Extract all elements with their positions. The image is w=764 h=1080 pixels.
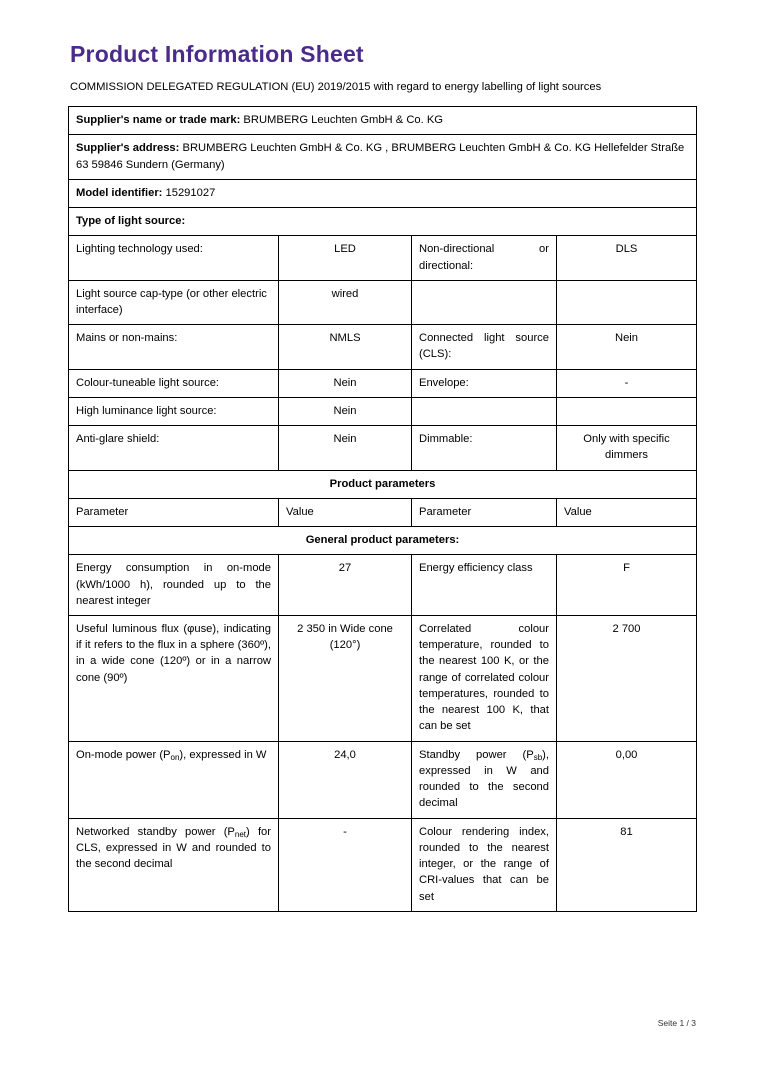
header-value-2: Value [557, 498, 697, 526]
on-mode-subscript: on [170, 752, 180, 762]
table-row-supplier-name [69, 107, 697, 135]
correlated-colour-temperature-label: Correlated colour temperature, rounded to the nearest 100 K, or the range of correlated colour temperatures, rounded to the nearest 100 K, that can be set [412, 616, 557, 742]
model-identifier-value: 15291027 [165, 186, 216, 199]
table-row-luminous-flux [69, 616, 697, 742]
energy-consumption-label: Energy consumption in on-mode (kWh/1000 h), rounded up to the nearest integer [69, 555, 279, 616]
colour-tuneable-label: Colour-tuneable light source: [69, 369, 279, 397]
header-parameter-1: Parameter [69, 498, 279, 526]
high-luminance-value: Nein [279, 397, 412, 425]
dimmable-label: Dimmable: [412, 426, 557, 470]
general-product-parameters-title: General product parameters: [69, 527, 697, 555]
useful-luminous-flux-label: Useful luminous flux (φuse), indicating if it refers to the flux in a sphere (360º), in a wide cone (120º) or in a narrow cone (90º) [69, 616, 279, 742]
useful-luminous-flux-value: 2 350 in Wide cone (120°) [279, 616, 412, 742]
standby-subscript: sb [533, 752, 543, 762]
directionality-value: DLS [557, 236, 697, 280]
table-row-colour-tuneable [69, 369, 697, 397]
table-row-networked-standby-power [69, 818, 697, 911]
envelope-value: - [557, 369, 697, 397]
high-luminance-empty-value [557, 397, 697, 425]
table-row-mains [69, 325, 697, 369]
envelope-label: Envelope: [412, 369, 557, 397]
standby-power-value: 0,00 [557, 741, 697, 818]
table-row-lighting-technology [69, 236, 697, 280]
type-of-light-source-label: Type of light source: [69, 208, 697, 236]
cap-type-empty-value [557, 280, 697, 324]
table-row-parameters-header [69, 498, 697, 526]
cap-type-empty-label [412, 280, 557, 324]
table-row-on-mode-power [69, 741, 697, 818]
supplier-address-value: BRUMBERG Leuchten GmbH & Co. KG , BRUMBERG Leuchten GmbH & Co. KG Hellefelder Straße 63 59846 Sundern (Germany) [76, 142, 685, 171]
supplier-address-cell [69, 135, 697, 179]
model-identifier-cell [69, 179, 697, 207]
high-luminance-empty-label [412, 397, 557, 425]
correlated-colour-temperature-value: 2 700 [557, 616, 697, 742]
table-row-energy-consumption [69, 555, 697, 616]
supplier-name-cell [69, 107, 697, 135]
table-row-general-parameters-title [69, 527, 697, 555]
page-footer: Seite 1 / 3 [657, 1018, 696, 1028]
supplier-address-label: Supplier's address: [76, 142, 180, 155]
on-mode-power-value: 24,0 [279, 741, 412, 818]
standby-power-label: Standby power $(P_{sb})$, expressed in W and rounded to the second decimal [412, 741, 557, 818]
lighting-technology-label: Lighting technology used: [69, 236, 279, 280]
model-identifier-label: Model identifier: [76, 186, 163, 199]
product-parameters-title: Product parameters [69, 470, 697, 498]
cap-type-label: Light source cap-type (or other electric interface) [69, 280, 279, 324]
regulation-subtitle: COMMISSION DELEGATED REGULATION (EU) 2019/2015 with regard to energy labelling of light sources [70, 81, 602, 94]
page-title: Product Information Sheet [70, 41, 364, 67]
supplier-name-value: BRUMBERG Leuchten GmbH & Co. KG [243, 114, 443, 127]
cap-type-value: wired [279, 280, 412, 324]
energy-efficiency-class-label: Energy efficiency class [412, 555, 557, 616]
anti-glare-value: Nein [279, 426, 412, 470]
table-row-high-luminance [69, 397, 697, 425]
header-value-1: Value [279, 498, 412, 526]
header-parameter-2: Parameter [412, 498, 557, 526]
mains-value: NMLS [279, 325, 412, 369]
mains-label: Mains or non-mains: [69, 325, 279, 369]
networked-standby-power-label: Networked standby power $(P_{net})$ for CLS, expressed in W and rounded to the second decimal [69, 818, 279, 911]
lighting-technology-value: LED [279, 236, 412, 280]
table-row-type-of-light-source [69, 208, 697, 236]
table-row-model-identifier [69, 179, 697, 207]
connected-light-source-value: Nein [557, 325, 697, 369]
net-subscript: net [234, 829, 247, 839]
directionality-label: Non-directional or directional: [412, 236, 557, 280]
energy-efficiency-class-value: F [557, 555, 697, 616]
table-row-cap-type [69, 280, 697, 324]
table-row-anti-glare [69, 426, 697, 470]
colour-tuneable-value: Nein [279, 369, 412, 397]
product-information-table [68, 106, 697, 912]
supplier-name-label: Supplier's name or trade mark: [76, 114, 241, 127]
connected-light-source-label: Connected light source (CLS): [412, 325, 557, 369]
anti-glare-label: Anti-glare shield: [69, 426, 279, 470]
high-luminance-label: High luminance light source: [69, 397, 279, 425]
colour-rendering-index-value: 81 [557, 818, 697, 911]
networked-standby-power-value: - [279, 818, 412, 911]
colour-rendering-index-label: Colour rendering index, rounded to the nearest integer, or the range of CRI-values that can be set [412, 818, 557, 911]
table-row-supplier-address [69, 135, 697, 179]
table-row-product-parameters-title [69, 470, 697, 498]
energy-consumption-value: 27 [279, 555, 412, 616]
dimmable-value: Only with specific dimmers [557, 426, 697, 470]
on-mode-power-label: On-mode power $(P_{on})$, expressed in W [69, 741, 279, 818]
